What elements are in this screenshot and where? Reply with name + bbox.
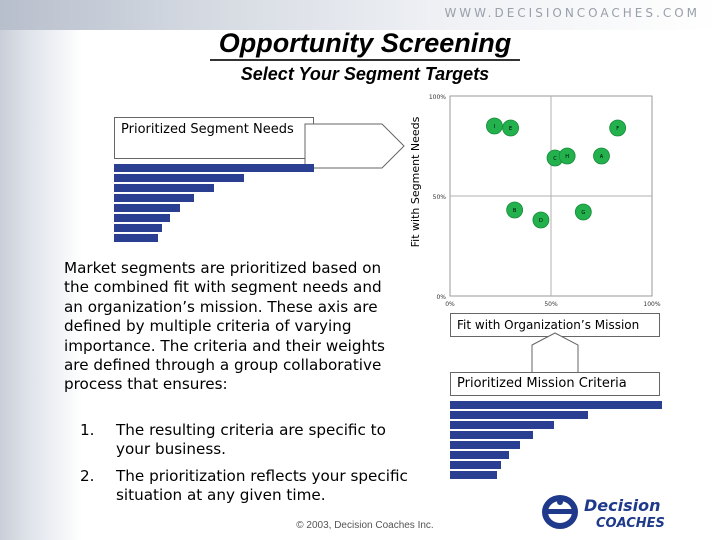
priority-bar <box>114 164 314 172</box>
list-item-text: The prioritization reflects your specific situation at any given time. <box>116 467 408 505</box>
description-text: Market segments are prioritized based on the combined fit with segment needs and an organization’s mission. These axis are defined by multiple criteria of varying importance. The criteria and their weights are defined through a group collaborative process that ensures: <box>64 259 385 394</box>
title-underline <box>210 59 520 61</box>
x-tick-label: 100% <box>643 301 661 308</box>
segment-bubble-label: G <box>581 210 586 216</box>
fit-scatter-chart <box>426 90 666 312</box>
mission-axis-label-box: Fit with Organization’s Mission <box>450 313 660 337</box>
priority-bar <box>114 224 162 232</box>
segment-bubble-label: A <box>599 154 604 160</box>
priority-bar <box>450 441 520 449</box>
priority-bar <box>114 184 214 192</box>
priority-bar <box>450 401 662 409</box>
x-tick-label: 0% <box>445 301 455 308</box>
needs-arrow <box>300 118 410 172</box>
list-item-number: 1. <box>80 421 95 439</box>
segment-bubble-label: C <box>553 156 557 162</box>
decision-coaches-logo <box>538 492 708 532</box>
list-item-2 <box>80 467 420 506</box>
y-tick-label: 0% <box>436 294 446 301</box>
priority-bar <box>114 194 194 202</box>
y-axis-label <box>406 92 424 272</box>
prioritized-segment-needs-box: Prioritized Segment Needs <box>114 117 314 159</box>
list-item-number: 2. <box>80 467 95 485</box>
priority-bar <box>114 204 180 212</box>
copyright-notice: © 2003, Decision Coaches Inc. <box>296 520 434 531</box>
priority-bar <box>450 411 588 419</box>
y-axis-title: Fit with Segment Needs <box>409 116 422 248</box>
priority-bar <box>450 431 533 439</box>
segment-bubble-label: D <box>538 218 543 224</box>
priority-bar <box>450 421 554 429</box>
segment-bubble-label: E <box>509 126 513 132</box>
svg-text:Decision: Decision <box>584 496 661 515</box>
page-title: Opportunity Screening <box>218 28 512 58</box>
y-tick-label: 100% <box>428 94 446 101</box>
list-item-1 <box>80 421 420 460</box>
priority-bar <box>114 234 158 242</box>
priority-bar <box>114 214 170 222</box>
website-url: WWW.DECISIONCOACHES.COM <box>444 6 700 20</box>
segment-bubble-label: F <box>616 126 620 132</box>
segment-bubble-label: H <box>565 154 570 160</box>
svg-text:COACHES: COACHES <box>596 516 665 531</box>
segment-bubble-label: B <box>512 208 517 214</box>
priority-bar <box>114 174 244 182</box>
priority-bar <box>450 471 497 479</box>
y-tick-label: 50% <box>432 194 446 201</box>
prioritized-mission-criteria-box: Prioritized Mission Criteria <box>450 372 660 396</box>
segment-bubble-label: I <box>493 124 496 130</box>
mission-arrow <box>530 330 580 378</box>
page-subtitle: Select Your Segment Targets <box>240 64 490 84</box>
priority-bar <box>450 461 501 469</box>
priority-bar <box>450 451 509 459</box>
x-tick-label: 50% <box>544 301 558 308</box>
list-item-text: The resulting criteria are specific to your business. <box>116 421 386 459</box>
